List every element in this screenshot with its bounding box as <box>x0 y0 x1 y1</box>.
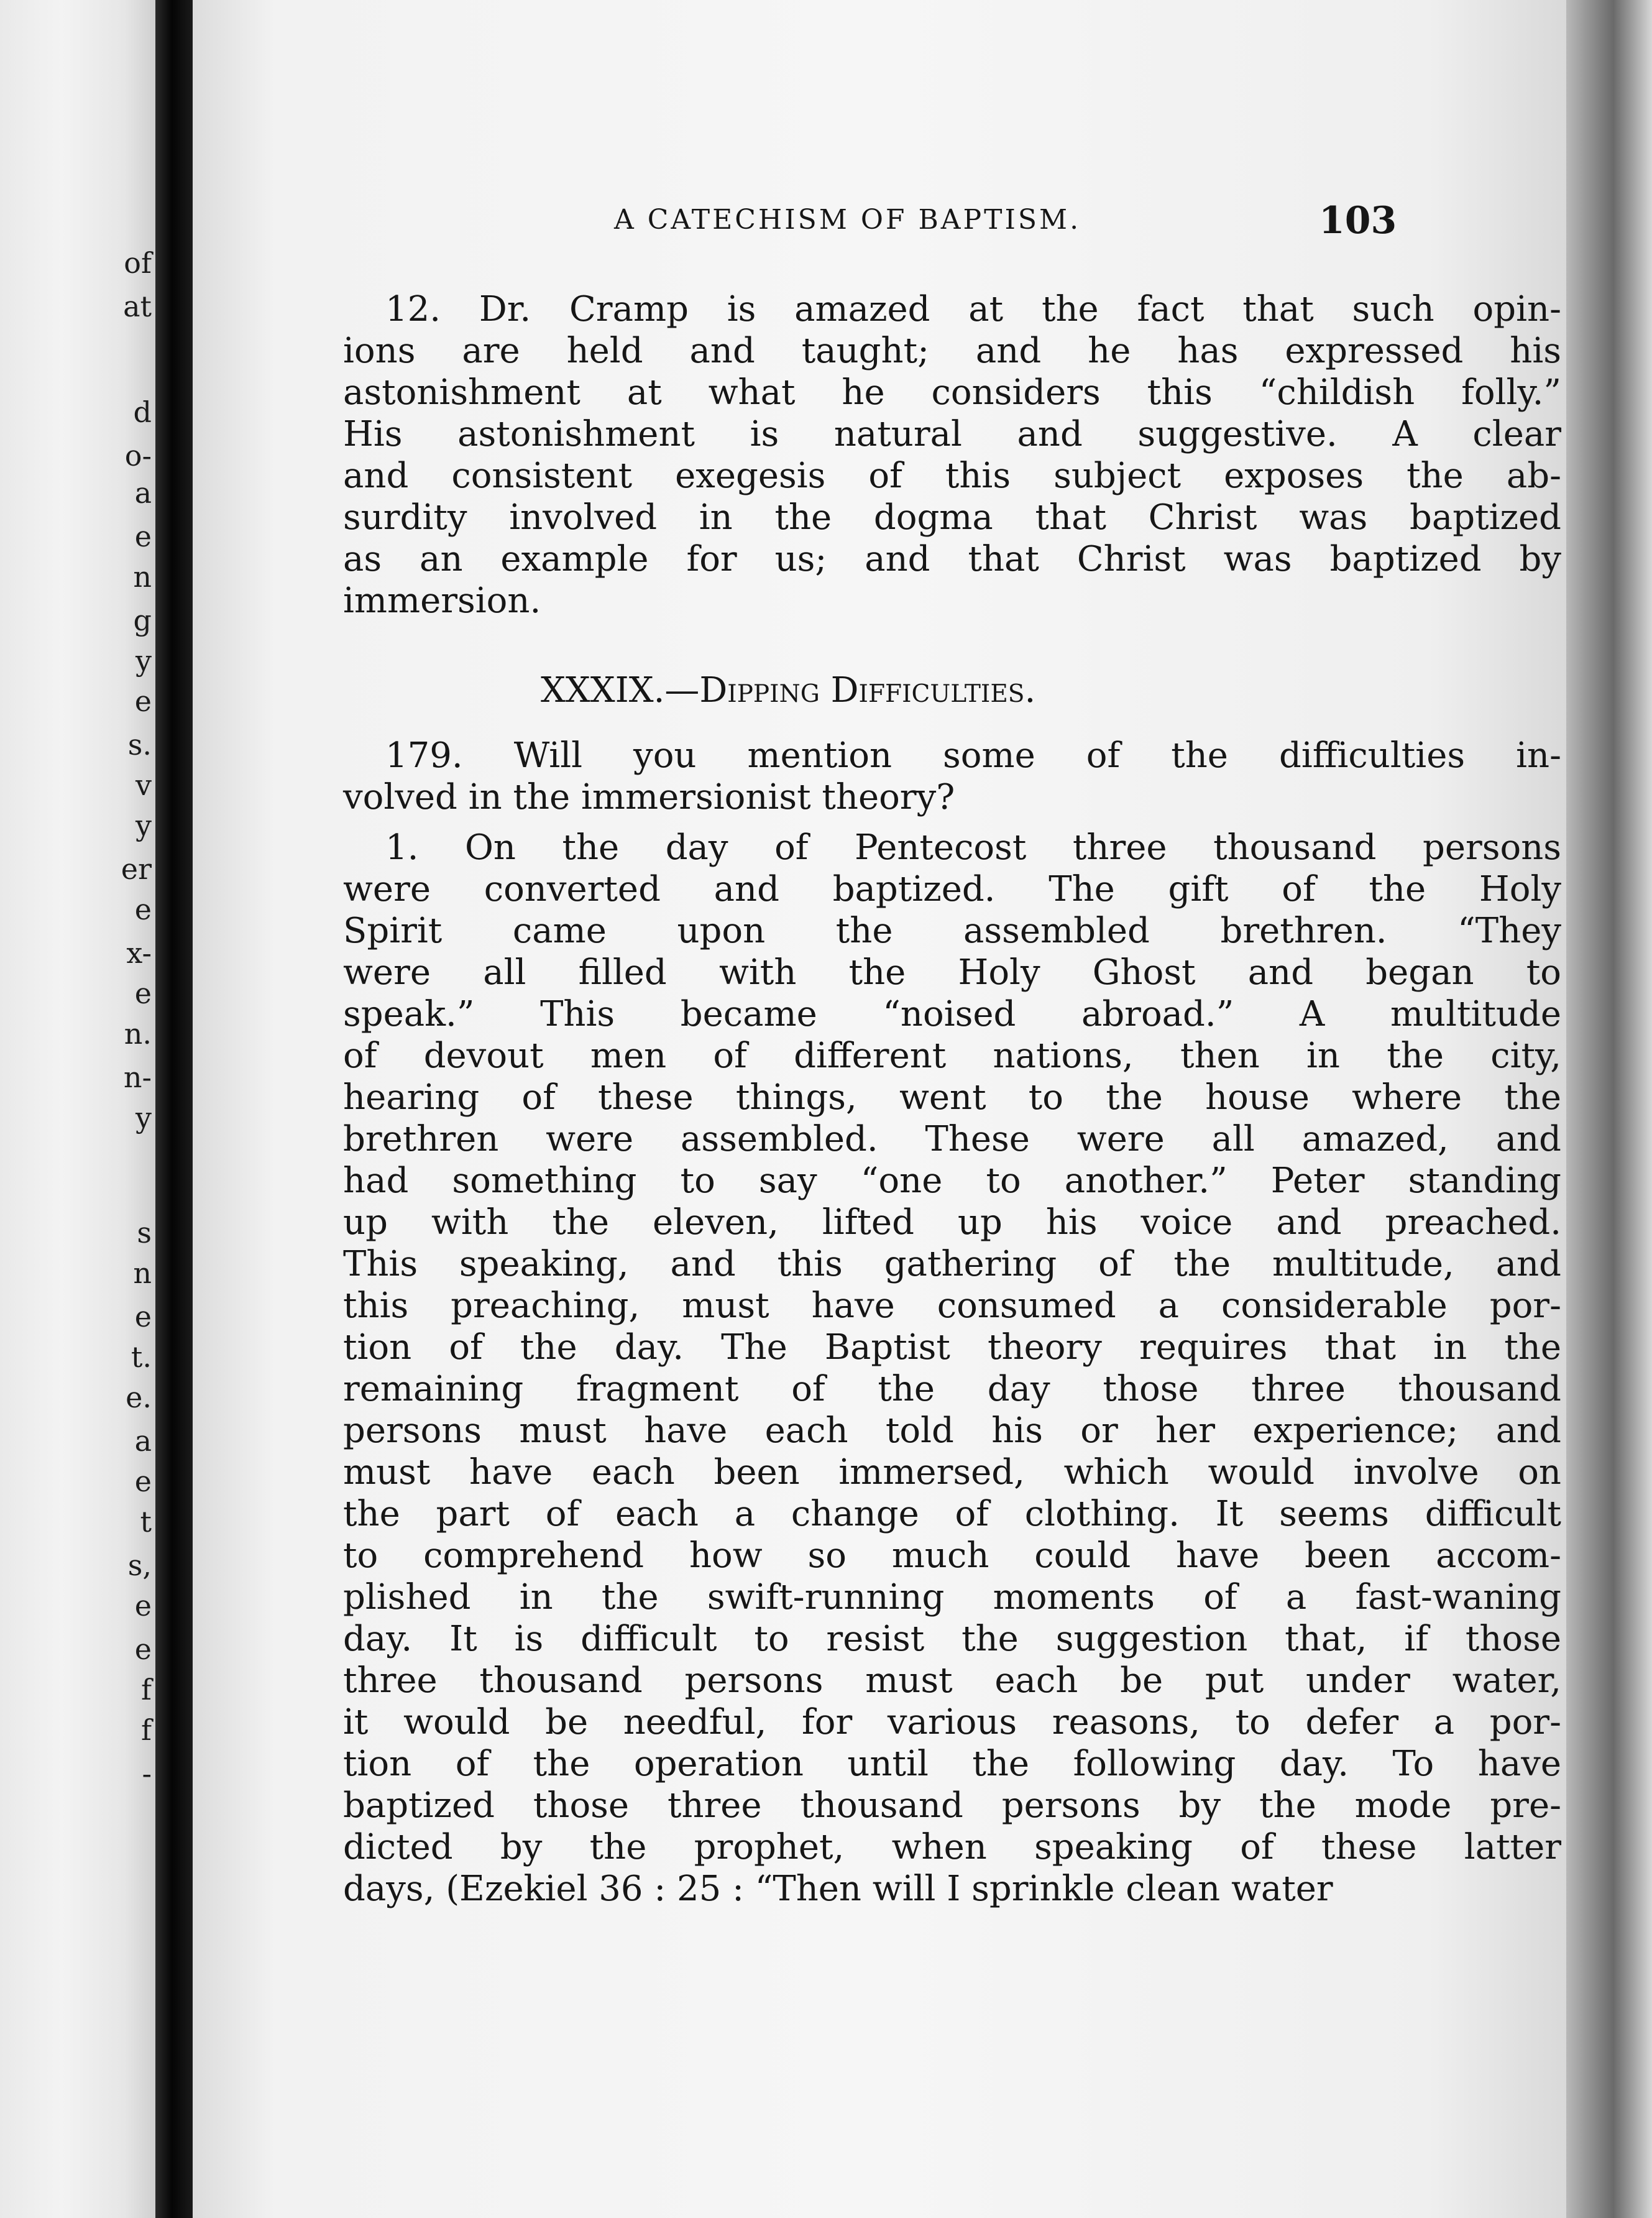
left-page-fragment: n <box>133 560 152 594</box>
text-line: volved in the immersionist theory? <box>343 777 955 817</box>
section-heading <box>541 670 1035 711</box>
text-line: plished in the swift-running moments of a fast-waning <box>343 1577 1561 1617</box>
left-page-fragment: e <box>134 1632 152 1666</box>
left-page-fragment: y <box>135 1101 152 1134</box>
left-page-fragment: s <box>137 1216 152 1249</box>
left-page-fragment: n <box>133 1256 152 1290</box>
text-line: day. It is difficult to resist the suggestion that, if those <box>343 1619 1561 1659</box>
left-page-fragment: s. <box>127 728 152 762</box>
text-line: were converted and baptized. The gift of the Holy <box>343 869 1561 909</box>
text-line: hearing of these things, went to the house where the <box>343 1077 1561 1118</box>
text-line: brethren were assembled. These were all amazed, and <box>343 1119 1561 1159</box>
page-stack-edge <box>1566 0 1652 2218</box>
left-page-fragment: d <box>133 395 152 429</box>
text-line: and consistent exegesis of this subject exposes the ab- <box>343 456 1561 496</box>
text-line: tion of the day. The Baptist theory requires that in the <box>343 1327 1561 1368</box>
left-page-fragment: a <box>134 476 152 510</box>
text-line: as an example for us; and that Christ was baptized by <box>343 539 1561 579</box>
text-line: this preaching, must have consumed a considerable por- <box>343 1286 1561 1326</box>
text-line: dicted by the prophet, when speaking of these latter <box>343 1827 1561 1867</box>
left-page-fragment: e <box>134 1300 152 1333</box>
question-179 <box>343 735 1561 818</box>
paragraph-12 <box>343 288 1561 622</box>
book-page <box>193 0 1566 2218</box>
left-page-fragment: s, <box>127 1548 152 1582</box>
text-line: surdity involved in the dogma that Christ was baptized <box>343 497 1561 538</box>
section-numeral: XXXIX.— <box>541 670 700 711</box>
previous-page-edge <box>0 0 155 2218</box>
left-page-fragment: of <box>124 246 152 280</box>
book-gutter <box>155 0 193 2218</box>
section-title: Dipping Difficulties. <box>699 670 1036 711</box>
left-page-fragment: e <box>134 1589 152 1622</box>
answer-1 <box>343 827 1561 1910</box>
text-line: immersion. <box>343 581 541 621</box>
left-page-fragment: t <box>140 1505 152 1539</box>
left-page-fragment: e <box>134 1465 152 1498</box>
text-line: 1. On the day of Pentecost three thousand persons <box>385 827 1561 868</box>
text-line: ions are held and taught; and he has expressed his <box>343 331 1561 371</box>
left-page-fragment: e <box>134 520 152 553</box>
text-line: it would be needful, for various reasons, to defer a por- <box>343 1702 1561 1742</box>
text-line: speak.” This became “noised abroad.” A multitude <box>343 994 1561 1034</box>
text-line: must have each been immersed, which would involve on <box>343 1452 1561 1493</box>
text-line: three thousand persons must each be put under water, <box>343 1660 1561 1701</box>
left-page-fragment: v <box>135 768 152 802</box>
left-page-fragment: f <box>140 1673 152 1706</box>
text-line: His astonishment is natural and suggestive. A clear <box>343 414 1561 454</box>
left-page-fragment: e <box>134 684 152 718</box>
left-page-fragment: n- <box>123 1061 152 1094</box>
text-line: astonishment at what he considers this “childish folly.” <box>343 372 1561 413</box>
text-line: baptized those three thousand persons by the mode pre- <box>343 1785 1561 1826</box>
left-page-fragment: o- <box>124 439 152 472</box>
running-head: A CATECHISM OF BAPTISM. <box>614 204 1081 236</box>
left-page-fragment: e <box>134 977 152 1010</box>
left-page-fragment: at <box>123 290 152 323</box>
left-page-fragment: t. <box>131 1340 152 1374</box>
text-line: remaining fragment of the day those three thousand <box>343 1369 1561 1409</box>
left-page-fragment: y <box>135 644 152 678</box>
text-line: 12. Dr. Cramp is amazed at the fact that such opin- <box>385 289 1561 329</box>
left-page-fragment: f <box>140 1713 152 1747</box>
left-page-fragment: e. <box>126 1381 152 1414</box>
left-page-fragment: er <box>121 852 152 886</box>
text-line: This speaking, and this gathering of the multitude, and <box>343 1244 1561 1284</box>
text-line: to comprehend how so much could have been accom- <box>343 1535 1561 1576</box>
left-page-fragment: - <box>142 1757 152 1790</box>
left-page-fragment: n. <box>124 1017 152 1051</box>
text-line: of devout men of different nations, then in the city, <box>343 1036 1561 1076</box>
page-number: 103 <box>1319 199 1397 242</box>
text-line: 179. Will you mention some of the difficulties in- <box>385 735 1561 776</box>
text-line: Spirit came upon the assembled brethren. “They <box>343 911 1561 951</box>
left-page-fragment: x- <box>126 936 152 970</box>
text-line: tion of the operation until the following day. To have <box>343 1744 1561 1784</box>
text-line: the part of each a change of clothing. It seems difficult <box>343 1494 1561 1534</box>
left-page-fragment: g <box>133 604 152 637</box>
left-page-fragment: a <box>134 1424 152 1458</box>
left-page-fragment: e <box>134 893 152 926</box>
text-line: persons must have each told his or her experience; and <box>343 1410 1561 1451</box>
left-page-fragment: y <box>135 809 152 842</box>
text-line: up with the eleven, lifted up his voice and preached. <box>343 1202 1561 1243</box>
text-line: days, (Ezekiel 36 : 25 : “Then will I sprinkle clean water <box>343 1869 1333 1909</box>
text-line: had something to say “one to another.” Peter standing <box>343 1161 1561 1201</box>
text-line: were all filled with the Holy Ghost and began to <box>343 952 1561 993</box>
